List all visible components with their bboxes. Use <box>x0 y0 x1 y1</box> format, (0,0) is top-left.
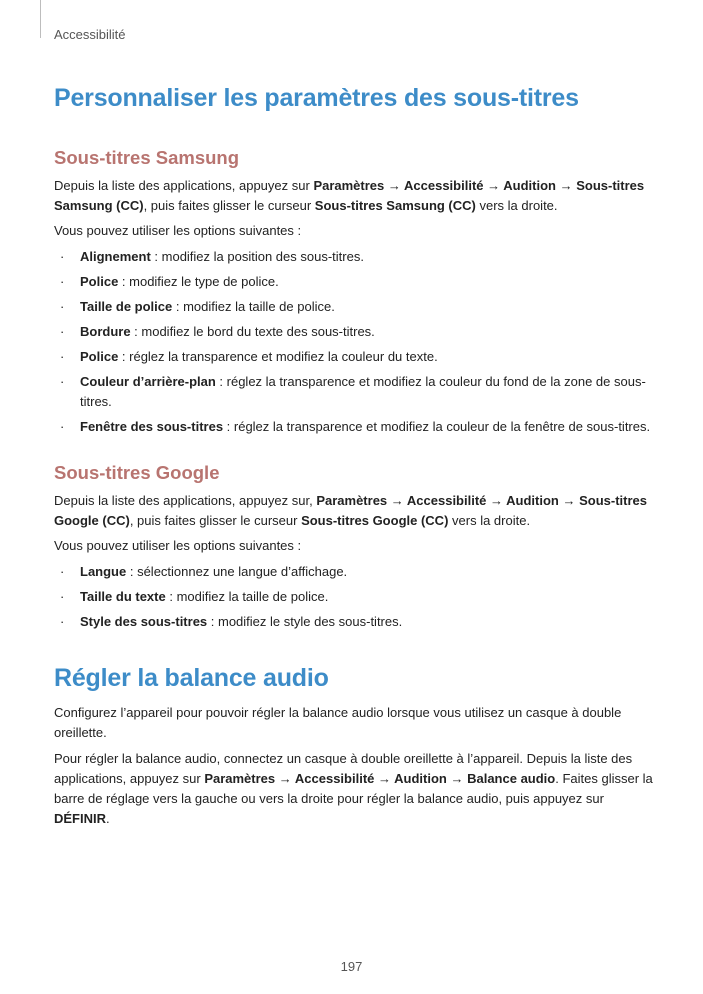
list-item: · Style des sous-titres : modifiez le style des sous-titres. <box>60 614 403 629</box>
list-item: · Couleur d’arrière-plan : réglez la transparence et modifiez la couleur du fond de la zone de sous-titres. <box>60 374 646 409</box>
google-options-intro: Vous pouvez utiliser les options suivantes : <box>54 538 302 553</box>
section-title-subtitles: Personnaliser les paramètres des sous-titres <box>54 84 579 112</box>
page-number: 197 <box>340 959 363 974</box>
page-content <box>54 80 654 829</box>
samsung-options-intro: Vous pouvez utiliser les options suivantes : <box>54 223 302 238</box>
list-item: · Langue : sélectionnez une langue d’affichage. <box>60 564 348 579</box>
samsung-options-list <box>54 247 654 437</box>
list-item: · Bordure : modifiez le bord du texte des sous-titres. <box>60 324 375 339</box>
list-item: · Fenêtre des sous-titres : réglez la transparence et modifiez la couleur de la fenêtre de sous-titres. <box>60 419 651 434</box>
list-item: · Alignement : modifiez la position des sous-titres. <box>60 249 364 264</box>
audio-balance-intro: Configurez l’appareil pour pouvoir régler la balance audio lorsque vous utilisez un casque à double oreillette. <box>54 705 622 740</box>
audio-balance-instructions: Pour régler la balance audio, connectez un casque à double oreillette à l’appareil. Depuis la liste des applications, appuyez sur Paramètres → Accessibilité → Audition → Balance audio. Faites glisser la barre de réglage vers la gauche ou vers la droite pour régler la balance audio, puis appuyez sur DÉFINIR. <box>54 751 653 826</box>
google-options-list <box>54 562 654 632</box>
samsung-intro-paragraph: Depuis la liste des applications, appuyez sur Paramètres → Accessibilité → Audition → Sous-titres Samsung (CC), puis faites glisser le curseur Sous-titres Samsung (CC) vers la droite. <box>54 178 645 213</box>
heading-samsung-subtitles: Sous-titres Samsung <box>54 147 240 168</box>
list-item: · Taille du texte : modifiez la taille de police. <box>60 589 329 604</box>
heading-google-subtitles: Sous-titres Google <box>54 462 220 483</box>
header-section-title: Accessibilité <box>54 27 126 42</box>
list-item: · Police : réglez la transparence et modifiez la couleur du texte. <box>60 349 438 364</box>
list-item: · Taille de police : modifiez la taille de police. <box>60 299 335 314</box>
section-title-audio-balance: Régler la balance audio <box>54 664 329 692</box>
list-item: · Police : modifiez le type de police. <box>60 274 279 289</box>
header-rule <box>40 0 41 38</box>
google-intro-paragraph: Depuis la liste des applications, appuyez sur, Paramètres → Accessibilité → Audition → Sous-titres Google (CC), puis faites glisser le curseur Sous-titres Google (CC) vers la droite. <box>54 493 648 528</box>
